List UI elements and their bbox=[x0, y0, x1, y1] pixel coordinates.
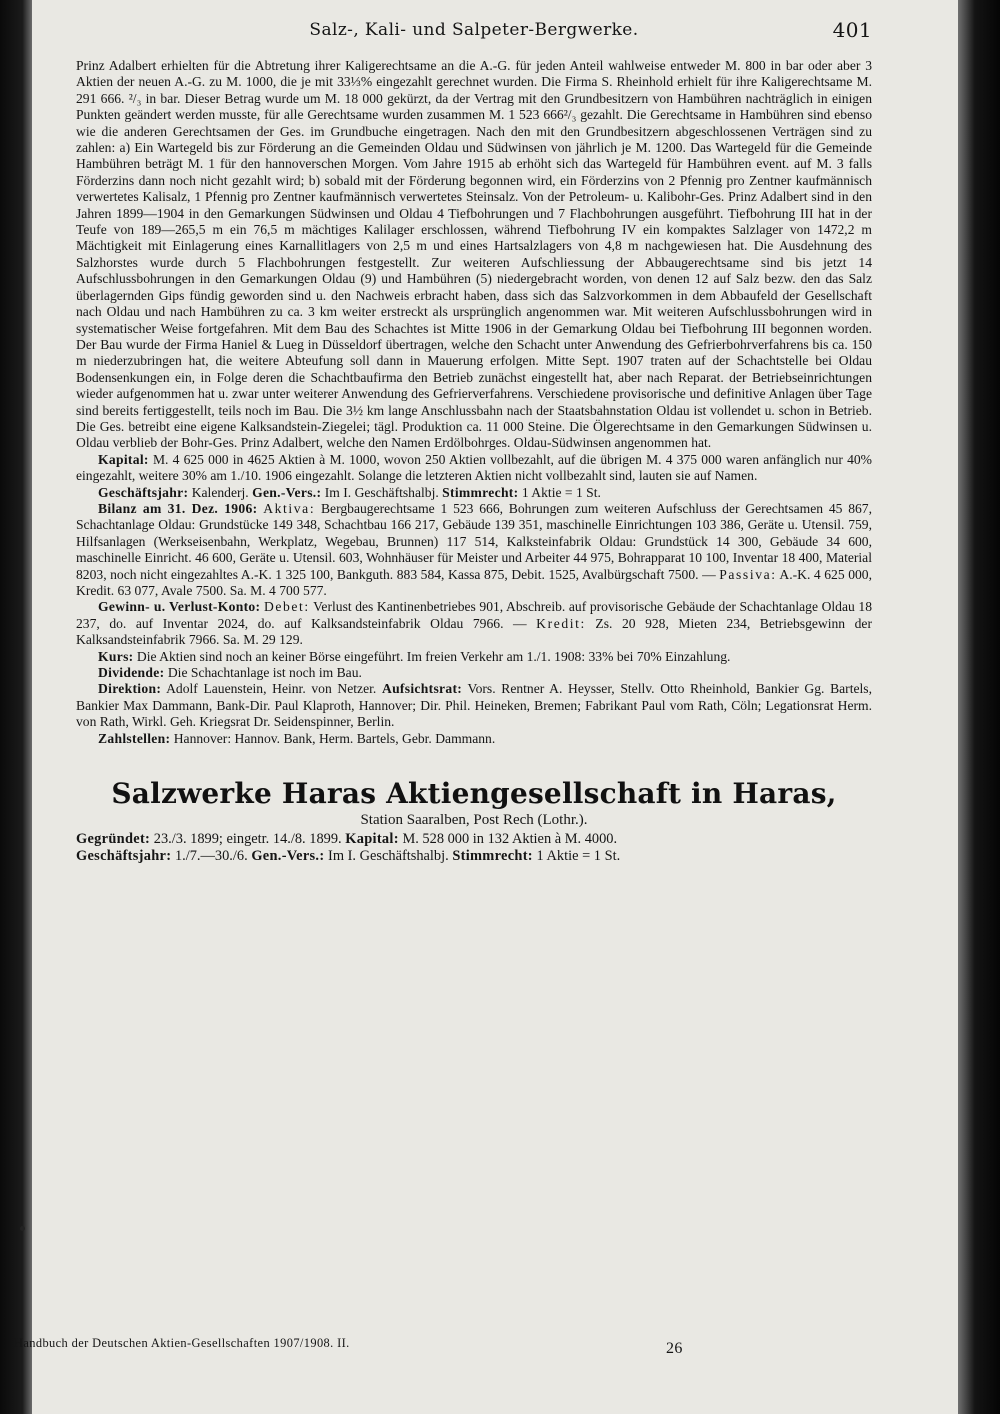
entry-dividende bbox=[76, 665, 872, 681]
entry-text: 1 Aktie = 1 St. bbox=[521, 484, 601, 500]
entry-text: Die Aktien sind noch an keiner Börse eingeführt. Im freien Verkehr am 1./1. 1908: 33% bei 70% Einzahlung. bbox=[136, 648, 731, 664]
entry-label: Gen.-Vers.: bbox=[252, 484, 322, 500]
company-facts bbox=[76, 831, 872, 865]
entry-text: Adolf Lauenstein, Heinr. von Netzer. bbox=[166, 681, 377, 697]
entry-label: Gegründet: bbox=[76, 831, 151, 848]
entry-direktion bbox=[76, 681, 872, 730]
entry-text: M. 4 625 000 in 4625 Aktien à M. 1000, wovon 250 Aktien vollbezahlt, auf die übrigen M. 4 375 000 waren anfänglich nur 40% eingezahlt, weitere 30% am 1./10. 1906 eingezahlt. Solange die letzteren Aktien nicht vollbezahlt sind, lauten sie auf Namen. bbox=[76, 451, 873, 484]
entry-label: Direktion: bbox=[98, 681, 162, 697]
company-heading: Salzwerke Haras Aktiengesellschaft in Haras, bbox=[111, 777, 837, 811]
history-paragraph: Prinz Adalbert erhielten für die Abtretung ihrer Kaligerechtsame an die A.-G. für jeden Anteil wahlweise entweder M. 800 in bar oder aber 3 Aktien der neuen A.-G. zu M. 1000, die je mit 33⅓% eingezahlt gerechnet wurden. Die Firma S. Rheinhold erhielt für ihre Kaligerechtsame M. 291 666. ²/₃ in bar. Dieser Betrag wurde um M. 18 000 gekürzt, da der Vertrag mit den Grundbesitzern von Hambühren nachträglich in einigen Punkten geändert werden musste, für alle Gerechtsame wurden zusammen M. 1 523 666²/₃ gezahlt. Die Gerechtsame in Hambühren sind ebenso wie die anderen Gerechtsamen der Ges. im Grundbuche eingetragen. Nach den mit den Grundbesitzern abgeschlossenen Verträgen sind zu zahlen: a) Ein Wartegeld bis zur Förderung an die Gemeinden Oldau und Südwinsen von jährlich je M. 1200. Das Wartegeld für die Gemeinde Hambühren beträgt M. 1 für den hannoverschen Morgen. Vom Jahre 1915 ab erhöht sich das Wartegeld für Hambühren event. auf M. 3 falls Förderzins dann noch nicht gezahlt wird; b) sobald mit der Förderung begonnen wird, ein Förderzins von 2 Pfennig pro Zentner kaufmännisch verwertetes Kalisalz, 1 Pfennig pro Zentner kaufmännisch verwertetes Steinsalz. Von der Petroleum- u. Kalibohr-Ges. Prinz Adalbert sind in den Jahren 1899—1904 in den Gemarkungen Südwinsen und Oldau 4 Tiefbohrungen und 7 Flachbohrungen ausgeführt. Tiefbohrung III hat in der Teufe von 189—265,5 m ein 76,5 m mächtiges Kalilager erschlossen, während Tiefbohrung IV ein kompaktes Salzlager von 1472,2 m Mächtigkeit mit Einlagerung eines Karnallitlagers von 2,5 m und eines Hartsalzlagers von 4,8 m nachgewiesen hat. Die Ausdehnung des Salzhorstes wurde durch 5 Flachbohrungen festgestellt. Zur weiteren Aufschliessung der Abbaugerechtsame sind bis jetzt 14 Aufschlussbohrungen in den Gemarkungen Oldau (9) und Hambühren (5) niedergebracht worden, von denen 12 auf Salz bezw. den das Salz überlagernden Gips fündig geworden sind u. den Nachweis erbracht haben, dass sich das Salzvorkommen in dem Abbaufeld der Gesellschaft nach Oldau und nach Hambühren zu ca. 3 km weiter erstreckt als ursprünglich angenommen war. Mit weiteren Aufschlussbohrungen wird in systematischer Weise fortgefahren. Mit dem Bau des Schachtes ist Mitte 1906 in der Gemarkung Oldau bei Tiefbohrung III begonnen worden. Der Bau wurde der Firma Haniel & Lueg in Düsseldorf übertragen, welche den Schacht unter Anwendung des Gefrierbohrverfahrens bis ca. 150 m niederzubringen hat, die weitere Abteufung soll dann in Mauerung erfolgen. Mitte Sept. 1907 traten auf der Schachtstelle bei Oldau Bodensenkungen ein, in Folge deren die Schachtbaufirma den Betrieb zunächst eingestellt hat, aber nach Reparat. der Betriebseinrichtungen wieder aufgenommen hat u. zwar unter weiterer Anwendung des Gefrierverfahrens. Verschiedene provisorische und definitive Anlagen über Tage sind bereits fertiggestellt, teils noch im Bau. Die 3½ km lange Anschlussbahn nach der Staatsbahnstation Oldau ist vollendet u. schon in Betrieb. Die Ges. betreibt eine eigene Kalksandstein-Ziegelei; tägl. Produktion ca. 11 000 Steine. Die Ölgerechtsame in den Gemarkungen Südwinsen u. Oldau verblieb der Bohr-Ges. Prinz Adalbert, welche den Namen Erdölbohrges. Oldau-Südwinsen angenommen hat. bbox=[76, 58, 872, 451]
entry-label: Gewinn- u. Verlust-Konto: bbox=[98, 599, 261, 615]
entry-label: Kapital: bbox=[345, 831, 399, 848]
entry-text: Bergbaugerechtsame 1 523 666, Bohrungen zum weiteren Aufschluss der Gerechtsamen 45 867, Schachtanlage Oldau: Grundstücke 149 348, Schachtbau 166 217, Gebäude 139 351, maschinelle Einrichtungen 103 386, Geräte u. Utensil. 759, Hilfsanlagen (Werkseisenbahn, Werkplatz, Wegebau, Brunnen) 117 514, Kalksteinfabrik Oldau: Grundstück 14 300, Gebäude 34 600, maschinelle Einricht. 46 600, Geräte u. Utensil. 603, Wohnhäuser für Meister und Arbeiter 44 975, Bohrapparat 10 100, Inventar 18 400, Material 8203, noch nicht eingezahltes A.-K. 1 325 100, Bankguth. 883 584, Kassa 875, Debit. 1525, Avalbürgschaft 7500. — bbox=[76, 500, 872, 582]
entry-zahlstellen bbox=[76, 731, 872, 747]
entry-gewinn-verlust bbox=[76, 599, 872, 648]
entry-geschaeftsjahr bbox=[76, 485, 872, 501]
book-page bbox=[76, 12, 872, 1407]
entry-label: Zahlstellen: bbox=[98, 730, 171, 746]
entry-label: Stimmrecht: bbox=[452, 848, 533, 865]
entry-label: Gen.-Vers.: bbox=[251, 848, 325, 865]
entry-sublabel: Aktiva: bbox=[263, 500, 316, 516]
fact-line bbox=[76, 848, 872, 865]
entry-kapital bbox=[76, 452, 872, 485]
entry-label: Bilanz am 31. Dez. 1906: bbox=[98, 500, 258, 516]
book-title: Handbuch der Deutschen Aktien-Gesellschaften 1907/1908. II. bbox=[14, 1336, 350, 1350]
entry-text: Im I. Geschäftshalbj. bbox=[328, 848, 449, 865]
entry-label: Dividende: bbox=[98, 665, 165, 681]
entry-text: Im I. Geschäftshalbj. bbox=[324, 484, 439, 500]
entry-sublabel: Debet: bbox=[263, 599, 310, 615]
margin-dot bbox=[20, 1226, 25, 1231]
scan-left-edge bbox=[0, 0, 32, 1414]
running-title: Salz-, Kali- und Salpeter-Bergwerke. bbox=[309, 20, 639, 40]
entry-label: Kapital: bbox=[98, 451, 149, 467]
entry-text: 23./3. 1899; eingetr. 14./8. 1899. bbox=[153, 831, 342, 848]
company-report bbox=[76, 58, 872, 747]
entry-text: Die Schachtanlage ist noch im Bau. bbox=[167, 665, 362, 681]
entry-label: Aufsichtsrat: bbox=[381, 681, 463, 697]
entry-text: Zs. 20 928, Mieten 234, Betriebsgewinn der Kalksandsteinfabrik 7966. Sa. M. 29 129. bbox=[76, 615, 872, 648]
entry-text: Kalenderj. bbox=[191, 484, 249, 500]
scan-right-edge bbox=[958, 0, 1000, 1414]
next-company-section bbox=[76, 777, 872, 865]
entry-text: Vors. Rentner A. Heysser, Stellv. Otto Rheinhold, Bankier Gg. Bartels, Bankier Max Dammann, Bank-Dir. Paul Klaproth, Hannover; Dir. Phil. Heineken, Bremen; Fabrikant Paul vom Rath, Cöln; Legationsrat Herm. von Rath, Wirkl. Geh. Kriegsrat Dr. Seidenspinner, Berlin. bbox=[76, 681, 872, 730]
page-number: 401 bbox=[832, 18, 872, 42]
entry-text: Hannover: Hannov. Bank, Herm. Bartels, Gebr. Dammann. bbox=[173, 730, 496, 746]
fact-line bbox=[76, 831, 872, 848]
entry-kurs bbox=[76, 649, 872, 665]
entry-text: Verlust des Kantinenbetriebes 901, Abschreib. auf provisorische Gebäude der Schachtanlage Oldau 18 237, do. auf Inventar 2024, do. auf Kalksandsteinfabrik Oldau 7966. — bbox=[76, 599, 872, 631]
company-location: Station Saaralben, Post Rech (Lothr.). bbox=[360, 812, 588, 829]
running-header bbox=[76, 12, 872, 46]
entry-label: Geschäftsjahr: bbox=[76, 848, 172, 865]
entry-text: 1./7.—30./6. bbox=[174, 848, 248, 865]
entry-label: Stimmrecht: bbox=[442, 484, 519, 500]
entry-text: A.-K. 4 625 000, Kredit. 63 077, Avale 7500. Sa. M. 4 700 577. bbox=[76, 566, 872, 598]
entry-sublabel: Passiva: bbox=[719, 566, 777, 582]
entry-sublabel: Kredit: bbox=[536, 615, 586, 631]
page-footer bbox=[14, 1336, 1000, 1357]
entry-text: M. 528 000 in 132 Aktien à M. 4000. bbox=[402, 831, 618, 848]
signature-mark: 26 bbox=[666, 1340, 683, 1357]
entry-text: 1 Aktie = 1 St. bbox=[536, 848, 621, 865]
entry-label: Kurs: bbox=[98, 648, 134, 664]
entry-bilanz bbox=[76, 501, 872, 599]
entry-label: Geschäftsjahr: bbox=[98, 484, 189, 500]
